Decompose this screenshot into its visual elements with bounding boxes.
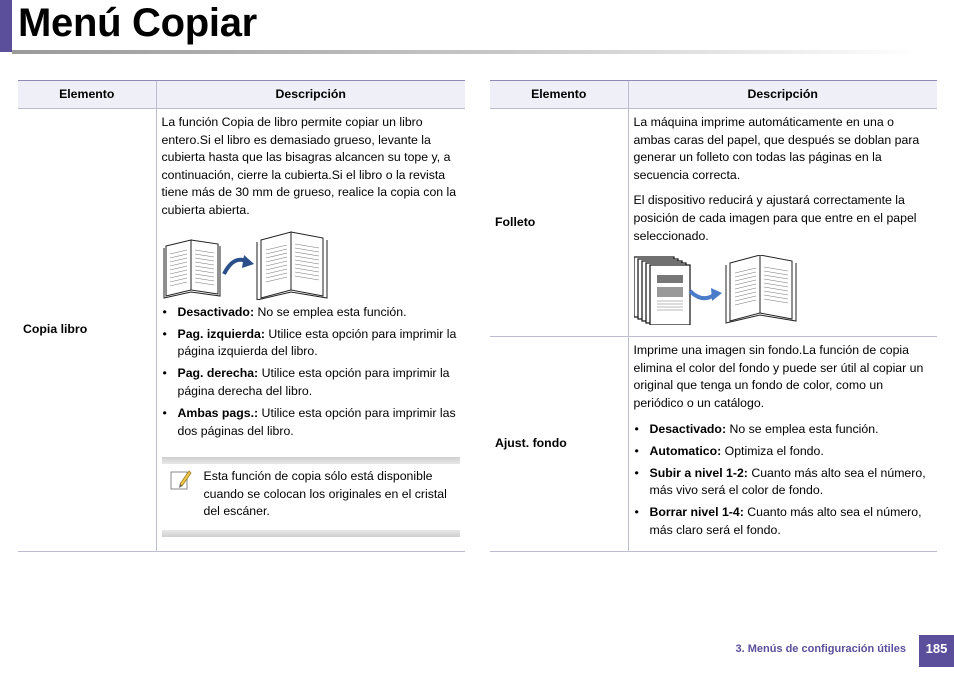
folleto-paragraph: La máquina imprime automáticamente en una o ambas caras del papel, que después se doblan para generar un folleto con todas las páginas en la secuencia correcta. [633, 115, 920, 182]
list-item: • Borrar nivel 1-4: Cuanto más alto sea el número, más claro será el fondo. [634, 504, 933, 539]
item-ajust-fondo: Ajust. fondo [490, 337, 628, 552]
list-item: • Pag. derecha: Utilice esta opción para imprimir la página derecha del libro. [162, 365, 461, 400]
booklet-figure [634, 255, 933, 325]
item-folleto: Folleto [490, 109, 628, 337]
header-descripcion: Descripción [628, 81, 937, 109]
note-text: Esta función de copia sólo está disponible cuando se colocan los originales en el cristal del escáner. [203, 469, 447, 519]
list-item: • Pag. izquierda: Utilice esta opción para imprimir la página izquierda del libro. [162, 326, 461, 361]
table-row [490, 337, 937, 552]
list-item: • Subir a nivel 1-2: Cuanto más alto sea el número, más vivo será el color de fondo. [634, 465, 933, 500]
paper-stack-icon [634, 257, 690, 325]
note-box [162, 457, 461, 537]
page-number: 185 [919, 635, 954, 667]
ajust-fondo-options [634, 421, 933, 540]
desc-folleto [628, 109, 937, 337]
title-accent-bar [0, 0, 12, 52]
table-row [18, 109, 465, 552]
book-copy-figure [162, 230, 461, 300]
page-title: Menú Copiar [18, 1, 257, 45]
folleto-paragraph: El dispositivo reducirá y ajustará correctamente la posición de cada imagen para que entre en el papel seleccionado. [633, 193, 917, 243]
title-divider [12, 50, 920, 54]
header-elemento: Elemento [490, 81, 628, 109]
desc-ajust-fondo [628, 337, 937, 552]
list-item: • Ambas pags.: Utilice esta opción para imprimir las dos páginas del libro. [162, 405, 461, 440]
table-row [490, 109, 937, 337]
footer-section-title: 3. Menús de configuración útiles [735, 643, 906, 655]
list-item: • Automatico: Optimiza el fondo. [634, 443, 933, 461]
list-item: • Desactivado: No se emplea esta función. [634, 421, 933, 439]
copia-libro-intro: La función Copia de libro permite copiar un libro entero.Si el libro es demasiado grueso, levante la cubierta hasta que las bisagras alcancen su tope y, a continuación, cierre la cubierta.Si el libro o la revista tiene más de 30 mm de grueso, realice la copia con la cubierta abierta. [161, 115, 457, 217]
open-book-icon [257, 232, 327, 300]
header-elemento: Elemento [18, 81, 156, 109]
header-descripcion: Descripción [156, 81, 465, 109]
left-spec-table [18, 80, 465, 552]
ajust-fondo-paragraph: Imprime una imagen sin fondo.La función de copia elimina el color del fondo y puede ser útil al copiar un original que tenga un fondo de color, como un periódico o un catálogo. [633, 343, 924, 410]
note-pencil-icon [170, 469, 192, 491]
right-spec-table [490, 80, 937, 552]
table-header-row [490, 81, 937, 109]
curved-arrow-icon [690, 291, 714, 298]
copia-libro-options [162, 304, 461, 441]
list-item: • Desactivado: No se emplea esta función. [162, 304, 461, 322]
table-header-row [18, 81, 465, 109]
desc-copia-libro [156, 109, 465, 552]
item-copia-libro: Copia libro [18, 109, 156, 552]
open-book-icon [164, 240, 220, 298]
open-book-icon [726, 255, 796, 323]
